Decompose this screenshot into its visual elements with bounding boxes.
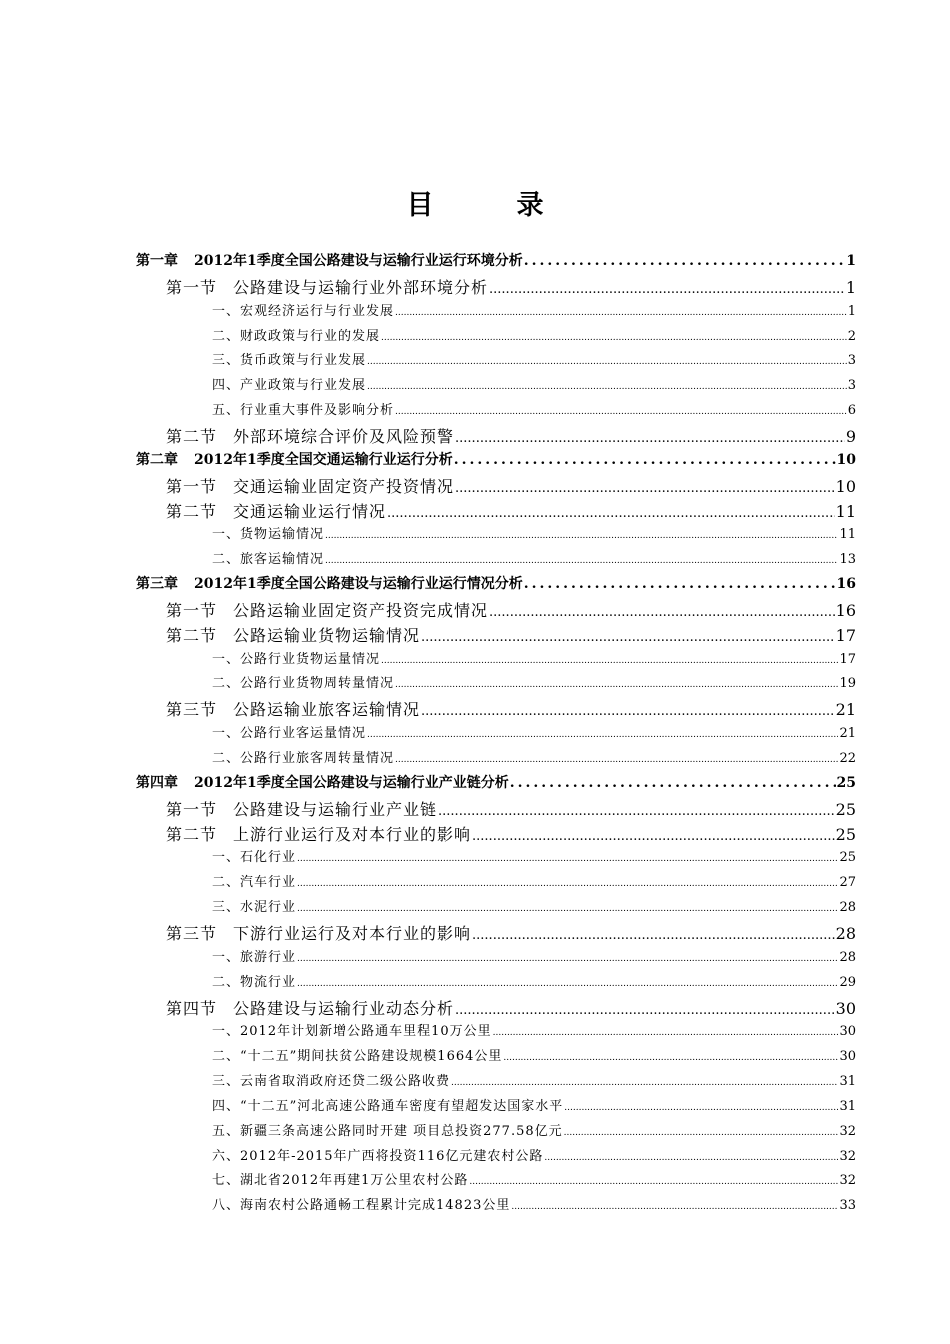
toc-entry-sub[interactable] — [212, 1120, 856, 1144]
toc-leader-dots — [469, 1173, 838, 1188]
toc-page-number: 17 — [835, 625, 856, 645]
toc-entry-label — [212, 846, 296, 865]
toc-entry-ch[interactable] — [136, 250, 856, 274]
toc-entry-label — [212, 672, 394, 691]
toc-entry-sub[interactable] — [212, 946, 856, 970]
toc-entry-number: 第一节 — [166, 277, 218, 297]
toc-entry-text: 二、旅客运输情况 — [212, 552, 325, 568]
toc-entry-text: 五、新疆三条高速公路同时开建 项目总投资277.58亿元 — [212, 1123, 563, 1139]
toc-page-number: 17 — [839, 651, 856, 667]
toc-entry-text: 外部环境综合评价及风险预警 — [233, 426, 455, 446]
toc-entry-sub[interactable] — [212, 300, 856, 324]
toc-entry-text: 上游行业运行及对本行业的影响 — [233, 824, 472, 844]
toc-entry-text: 二、财政政策与行业的发展 — [212, 328, 381, 344]
page-title: 目 录 — [406, 190, 572, 221]
toc-leader-dots — [524, 253, 846, 269]
toc-entry-label — [166, 921, 471, 944]
toc-entry-label — [166, 623, 420, 646]
toc-page-number: 1 — [846, 253, 856, 269]
toc-page-number: 25 — [835, 824, 856, 844]
toc-entry-sec[interactable] — [166, 996, 856, 1020]
toc-entry-label — [166, 275, 488, 298]
toc-page-number: 28 — [839, 949, 856, 965]
toc-entry-sub[interactable] — [212, 325, 856, 349]
toc-page-number: 31 — [839, 1098, 856, 1114]
toc-leader-dots — [544, 1149, 838, 1164]
toc-entry-label — [212, 1095, 563, 1114]
toc-entry-sec[interactable] — [166, 921, 856, 945]
toc-leader-dots — [297, 950, 838, 965]
toc-entry-text: 公路建设与运输行业外部环境分析 — [233, 277, 489, 297]
toc-entry-sub[interactable] — [212, 374, 856, 398]
toc-leader-dots — [325, 527, 838, 542]
toc-entry-label — [136, 772, 509, 792]
toc-entry-text: 2012年1季度全国公路建设与运输行业产业链分析 — [194, 774, 509, 791]
toc-entry-label — [212, 1194, 510, 1213]
toc-page-number: 13 — [839, 552, 856, 568]
toc-page-number: 11 — [835, 501, 856, 521]
toc-page-number: 11 — [839, 527, 856, 543]
toc-entry-sub[interactable] — [212, 672, 856, 696]
toc-page-number: 32 — [839, 1123, 856, 1139]
toc-entry-text: 公路运输业旅客运输情况 — [233, 700, 421, 720]
toc-leader-dots — [511, 1198, 838, 1213]
toc-entry-label — [212, 722, 366, 741]
toc-entry-number: 第二节 — [166, 426, 218, 446]
toc-entry-text: 四、产业政策与行业发展 — [212, 378, 367, 394]
toc-entry-label — [136, 573, 523, 593]
toc-entry-sub[interactable] — [212, 548, 856, 572]
toc-entry-label — [212, 1070, 450, 1089]
toc-page-number: 30 — [835, 998, 856, 1018]
toc-entry-label — [212, 1020, 492, 1039]
toc-entry-sub[interactable] — [212, 648, 856, 672]
toc-leader-dots — [395, 751, 838, 766]
toc-leader-dots — [489, 278, 845, 297]
toc-entry-text: 二、公路行业旅客周转量情况 — [212, 751, 395, 766]
toc-entry-label — [212, 648, 380, 667]
toc-entry-label — [212, 399, 394, 418]
toc-entry-sub[interactable] — [212, 1020, 856, 1044]
toc-entry-text: 一、公路行业客运量情况 — [212, 726, 367, 742]
toc-entry-sub[interactable] — [212, 399, 856, 423]
toc-leader-dots — [367, 353, 847, 368]
toc-page-number: 30 — [839, 1024, 856, 1040]
toc-entry-sub[interactable] — [212, 1194, 856, 1218]
toc-entry-label — [166, 797, 437, 820]
toc-entry-number: 第一章 — [136, 253, 178, 269]
toc-entry-number: 第三节 — [166, 923, 218, 943]
toc-page-number: 16 — [835, 600, 856, 620]
toc-entry-label — [212, 896, 296, 915]
toc-page-number: 6 — [847, 403, 856, 419]
toc-entry-sub[interactable] — [212, 1070, 856, 1094]
toc-entry-sec[interactable] — [166, 797, 856, 821]
toc-entry-sec[interactable] — [166, 474, 856, 498]
toc-entry-label — [212, 1120, 563, 1139]
toc-page-number: 32 — [839, 1173, 856, 1189]
toc-page-number: 22 — [839, 751, 856, 766]
toc-entry-text: 一、宏观经济运行与行业发展 — [212, 303, 395, 319]
toc-leader-dots — [381, 652, 838, 667]
toc-leader-dots — [564, 1099, 838, 1114]
toc-entry-number: 第二节 — [166, 824, 218, 844]
toc-entry-text: 八、海南农村公路通畅工程累计完成14823公里 — [212, 1198, 511, 1214]
toc-entry-sec[interactable] — [166, 623, 856, 647]
toc-page-number: 3 — [847, 353, 856, 369]
toc-entry-sec[interactable] — [166, 598, 856, 622]
toc-entry-label — [212, 374, 366, 393]
toc-entry-label — [212, 1145, 543, 1164]
toc-entry-number: 第二章 — [136, 451, 178, 468]
toc-entry-ch[interactable] — [136, 449, 856, 473]
toc-leader-dots — [455, 999, 835, 1018]
toc-entry-ch[interactable] — [136, 573, 856, 597]
toc-entry-text: 2012年1季度全国公路建设与运输行业运行环境分析 — [194, 253, 523, 269]
toc-entry-label — [166, 424, 454, 447]
toc-entry-text: 二、物流行业 — [212, 974, 297, 990]
toc-entry-number: 第四章 — [136, 774, 178, 791]
toc-page-number: 3 — [847, 378, 856, 394]
toc-entry-text: 交通运输业固定资产投资情况 — [233, 476, 455, 496]
toc-entry-text: 三、云南省取消政府还贷二级公路收费 — [212, 1074, 451, 1090]
toc-entry-sub[interactable] — [212, 747, 856, 771]
toc-page-number: 29 — [839, 974, 856, 990]
toc-leader-dots — [387, 502, 835, 521]
toc-entry-label — [136, 250, 523, 270]
toc-entry-text: 交通运输业运行情况 — [233, 501, 387, 521]
toc-entry-sub[interactable] — [212, 1169, 856, 1193]
toc-page-number: 31 — [839, 1074, 856, 1090]
toc-page-number: 21 — [835, 700, 856, 720]
toc-entry-text: 四、“十二五”河北高速公路通车密度有望超发达国家水平 — [212, 1098, 564, 1114]
toc-entry-sec[interactable] — [166, 697, 856, 721]
toc-entry-text: 2012年1季度全国交通运输行业运行分析 — [194, 451, 453, 468]
toc-entry-label — [212, 1045, 502, 1064]
toc-leader-dots — [451, 1074, 838, 1089]
toc-page-number: 27 — [839, 875, 856, 891]
toc-leader-dots — [381, 329, 847, 344]
toc-entry-ch[interactable] — [136, 772, 856, 796]
toc-leader-dots — [454, 452, 836, 468]
toc-entry-sub[interactable] — [212, 1045, 856, 1069]
toc-leader-dots — [421, 626, 835, 645]
toc-entry-text: 一、公路行业货物运量情况 — [212, 651, 381, 667]
toc-leader-dots — [455, 427, 845, 446]
toc-entry-text: 下游行业运行及对本行业的影响 — [233, 923, 472, 943]
toc-page-number: 25 — [836, 774, 856, 791]
toc-entry-label — [166, 822, 471, 845]
toc-entry-label — [212, 971, 296, 990]
toc-leader-dots — [510, 775, 836, 791]
toc-entry-number: 第三章 — [136, 576, 178, 593]
toc-entry-sub[interactable] — [212, 722, 856, 746]
toc-leader-dots — [297, 900, 838, 915]
toc-entry-text: 六、2012年-2015年广西将投资116亿元建农村公路 — [212, 1148, 544, 1164]
toc-leader-dots — [395, 304, 847, 319]
toc-page-number: 25 — [839, 850, 856, 866]
toc-leader-dots — [472, 825, 835, 844]
toc-entry-label — [212, 946, 296, 965]
toc-leader-dots — [455, 477, 835, 496]
toc-page-number: 32 — [839, 1148, 856, 1164]
toc-entry-number: 第二节 — [166, 625, 218, 645]
toc-entry-text: 二、汽车行业 — [212, 875, 297, 891]
toc-entry-sub[interactable] — [212, 846, 856, 870]
toc-page-number: 9 — [845, 426, 856, 446]
toc-entry-text: 二、“十二五”期间扶贫公路建设规模1664公里 — [212, 1049, 503, 1065]
toc-entry-text: 七、湖北省2012年再建1万公里农村公路 — [212, 1173, 469, 1189]
toc-leader-dots — [297, 850, 838, 865]
toc-entry-text: 公路建设与运输行业动态分析 — [233, 998, 455, 1018]
toc-entry-label — [212, 349, 366, 368]
toc-entry-text: 一、旅游行业 — [212, 949, 297, 965]
toc-entry-sec[interactable] — [166, 424, 856, 448]
toc-entry-label — [166, 474, 454, 497]
toc-entry-text: 一、2012年计划新增公路通车里程10万公里 — [212, 1024, 492, 1040]
toc-entry-text: 2012年1季度全国公路建设与运输行业运行情况分析 — [194, 576, 523, 593]
toc-entry-sub[interactable] — [212, 871, 856, 895]
toc-page-number: 2 — [847, 328, 856, 344]
toc-entry-label — [212, 325, 380, 344]
toc-leader-dots — [493, 1024, 839, 1039]
toc-page-number: 28 — [835, 923, 856, 943]
toc-leader-dots — [367, 726, 838, 741]
toc-page-number: 1 — [845, 277, 856, 297]
toc-page-number: 10 — [836, 451, 856, 468]
toc-entry-number: 第一节 — [166, 600, 218, 620]
toc-entry-number: 第二节 — [166, 501, 218, 521]
toc-entry-sub[interactable] — [212, 971, 856, 995]
toc-page-number: 10 — [835, 476, 856, 496]
toc-entry-label — [212, 1169, 468, 1188]
toc-entry-sec[interactable] — [166, 275, 856, 299]
toc-entry-sub[interactable] — [212, 1095, 856, 1119]
toc-leader-dots — [472, 924, 835, 943]
toc-page-number: 33 — [839, 1198, 856, 1214]
toc-leader-dots — [297, 875, 838, 890]
toc-leader-dots — [367, 378, 847, 393]
toc-entry-text: 三、货币政策与行业发展 — [212, 353, 367, 369]
toc-entry-label — [212, 523, 324, 542]
toc-leader-dots — [297, 975, 838, 990]
toc-entry-text: 公路运输业固定资产投资完成情况 — [233, 600, 489, 620]
toc-entry-text: 五、行业重大事件及影响分析 — [212, 403, 395, 419]
toc-entry-sub[interactable] — [212, 1145, 856, 1169]
toc-entry-number: 第三节 — [166, 700, 218, 720]
toc-entry-label — [212, 871, 296, 890]
toc-page-number: 25 — [835, 799, 856, 819]
toc-page-number: 21 — [839, 726, 856, 742]
toc-leader-dots — [524, 576, 836, 592]
toc-leader-dots — [421, 700, 835, 719]
toc-page-number: 1 — [847, 303, 856, 319]
toc-entry-text: 一、货物运输情况 — [212, 527, 325, 543]
toc-page-number: 16 — [836, 576, 856, 593]
toc-entry-number: 第四节 — [166, 998, 218, 1018]
toc-entry-sub[interactable] — [212, 349, 856, 373]
toc-leader-dots — [503, 1049, 838, 1064]
toc-entry-text: 三、水泥行业 — [212, 900, 297, 916]
toc-entry-sub[interactable] — [212, 523, 856, 547]
toc-entry-number: 第一节 — [166, 799, 218, 819]
toc-entry-label — [166, 598, 488, 621]
toc-entry-label — [212, 747, 394, 766]
toc-leader-dots — [395, 676, 838, 691]
toc-leader-dots — [489, 601, 835, 620]
toc-entry-label — [212, 548, 324, 567]
toc-entry-label — [166, 996, 454, 1019]
toc-entry-sub[interactable] — [212, 896, 856, 920]
toc-leader-dots — [325, 552, 838, 567]
toc-page-number: 30 — [839, 1049, 856, 1065]
toc-page-number: 19 — [839, 676, 856, 692]
toc-entry-label — [136, 449, 453, 469]
toc-entry-label — [212, 300, 394, 319]
toc-leader-dots — [564, 1124, 839, 1139]
toc-entry-sec[interactable] — [166, 822, 856, 846]
toc-entry-label — [166, 499, 386, 522]
toc-entry-number: 第一节 — [166, 476, 218, 496]
toc-entry-sec[interactable] — [166, 499, 856, 523]
toc-page-number: 28 — [839, 900, 856, 916]
toc-entry-text: 二、公路行业货物周转量情况 — [212, 676, 395, 692]
toc-entry-text: 一、石化行业 — [212, 850, 297, 866]
toc-entry-text: 公路建设与运输行业产业链 — [233, 799, 438, 819]
toc-leader-dots — [438, 800, 835, 819]
toc-entry-text: 公路运输业货物运输情况 — [233, 625, 421, 645]
toc-leader-dots — [395, 403, 847, 418]
toc-entry-label — [166, 697, 420, 720]
